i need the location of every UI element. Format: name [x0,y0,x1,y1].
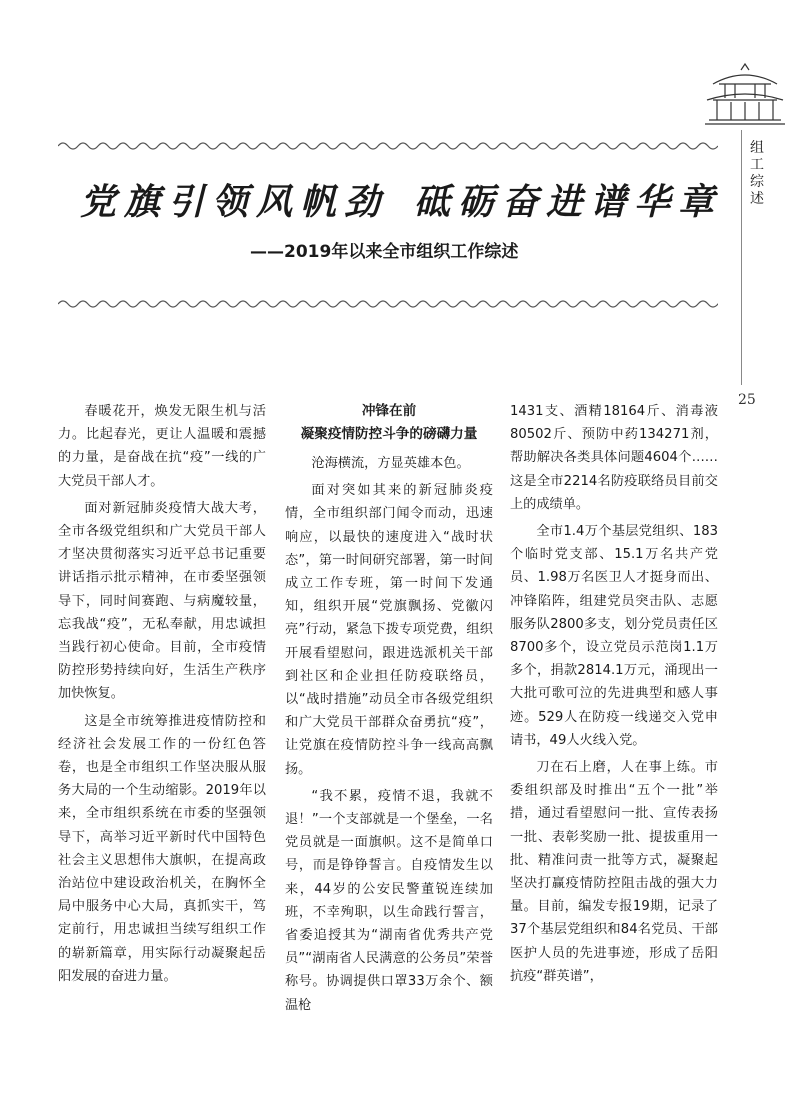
paragraph: 1431支、酒精18164斤、消毒液80502斤、预防中药134271剂，帮助解决各类具体问题4604个……这是全市2214名防疫联络员目前交上的成绩单。 [510,404,718,512]
section-tab: 组工综述 [750,140,764,207]
article-subtitle: ——2019年以来全市组织工作综述 [250,242,519,262]
wavy-divider-top [58,140,718,152]
paragraph: 全市1.4万个基层党组织、183个临时党支部、15.1万名共产党员、1.98万名医卫人才挺身而出、冲锋陷阵，组建党员突击队、志愿服务队2800多支，划分党员责任区8700多个，设立党员示范岗1.1万多个，捐款2814.1万元，涌现出一大批可歌可泣的先进典型和感人事迹。529人在防疫一线递交入党申请书，49人火线入党。 [510,524,718,748]
article-title [80,178,723,226]
section-heading [285,400,493,446]
paragraph: 这是全市统筹推进疫情防控和经济社会发展工作的一份红色答卷，也是全市组织工作坚决服从服务大局的一个生动缩影。2019年以来，全市组织系统在市委的坚强领导下，高举习近平新时代中国特色社会主义思想伟大旗帜，在提高政治站位中建设政治机关，在胸怀全局中服务中心大局，真抓实干，笃定前行，用忠诚担当续写组织工作的崭新篇章，用实际行动凝聚起岳阳发展的奋进力量。 [58,713,266,984]
paragraph: “我不累，疫情不退，我就不退！”一个支部就是一个堡垒，一名党员就是一面旗帜。这不是简单口号，而是铮铮誓言。自疫情发生以来，44岁的公安民警董锐连续加班，不幸殉职，以生命践行誓言，省委追授其为“湖南省优秀共产党员”“湖南省人民满意的公务员”荣誉称号。协调提供口罩33万余个、额温枪 [285,788,493,1013]
text-column-2 [285,400,493,1021]
vertical-rule [741,130,742,385]
paragraph: 面对突如其来的新冠肺炎疫情，全市组织部门闻令而动，迅速响应，以最快的速度进入“战时状态”，第一时间研究部署，第一时间成立工作专班，第一时间下发通知，组织开展“党旗飘扬、党徽闪亮”行动，紧急下拨专项党费，组织开展看望慰问，跟进选派机关干部到社区和企业担任防疫联络员，以“战时措施”动员全市各级党组织和广大党员干部群众奋勇抗“疫”，让党旗在疫情防控斗争一线高高飘扬。 [285,483,493,777]
section-heading-line-2: 凝聚疫情防控斗争的磅礴力量 [300,426,478,442]
wavy-divider-bottom [58,298,718,310]
paragraph: 春暖花开，焕发无限生机与活力。比起春光，更让人温暖和震撼的力量，是奋战在抗“疫”一线的广大党员干部人才。 [58,404,266,489]
text-column-3 [510,400,718,992]
text-column-1 [58,400,266,992]
paragraph: 面对新冠肺炎疫情大战大考，全市各级党组织和广大党员干部人才坚决贯彻落实习近平总书记重要讲话指示批示精神，在市委坚强领导下，同时间赛跑、与病魔较量，忘我战“疫”，无私奉献，用忠诚担当践行初心使命。目前，全市疫情防控形势持续向好，生活生产秩序加快恢复。 [58,500,266,702]
title-part-1: 党旗引领风帆劲 [80,181,389,223]
paragraph: 沧海横流，方显英雄本色。 [311,456,470,471]
paragraph: 刀在石上磨，人在事上练。市委组织部及时推出“五个一批”举措，通过看望慰问一批、宣传表扬一批、表彰奖励一批、提拔重用一批、精准问责一批等方式，凝聚起坚决打赢疫情防控阻击战的强大力量。目前，编发专报19期，记录了37个基层党组织和84名党员、干部医护人员的先进事迹，形成了岳阳抗疫“群英谱”， [510,760,718,984]
pagoda-illustration [705,62,785,128]
title-part-2: 砥砺奋进谱华章 [414,181,723,223]
section-heading-line-1: 冲锋在前 [361,403,417,419]
page-number: 25 [738,392,756,408]
